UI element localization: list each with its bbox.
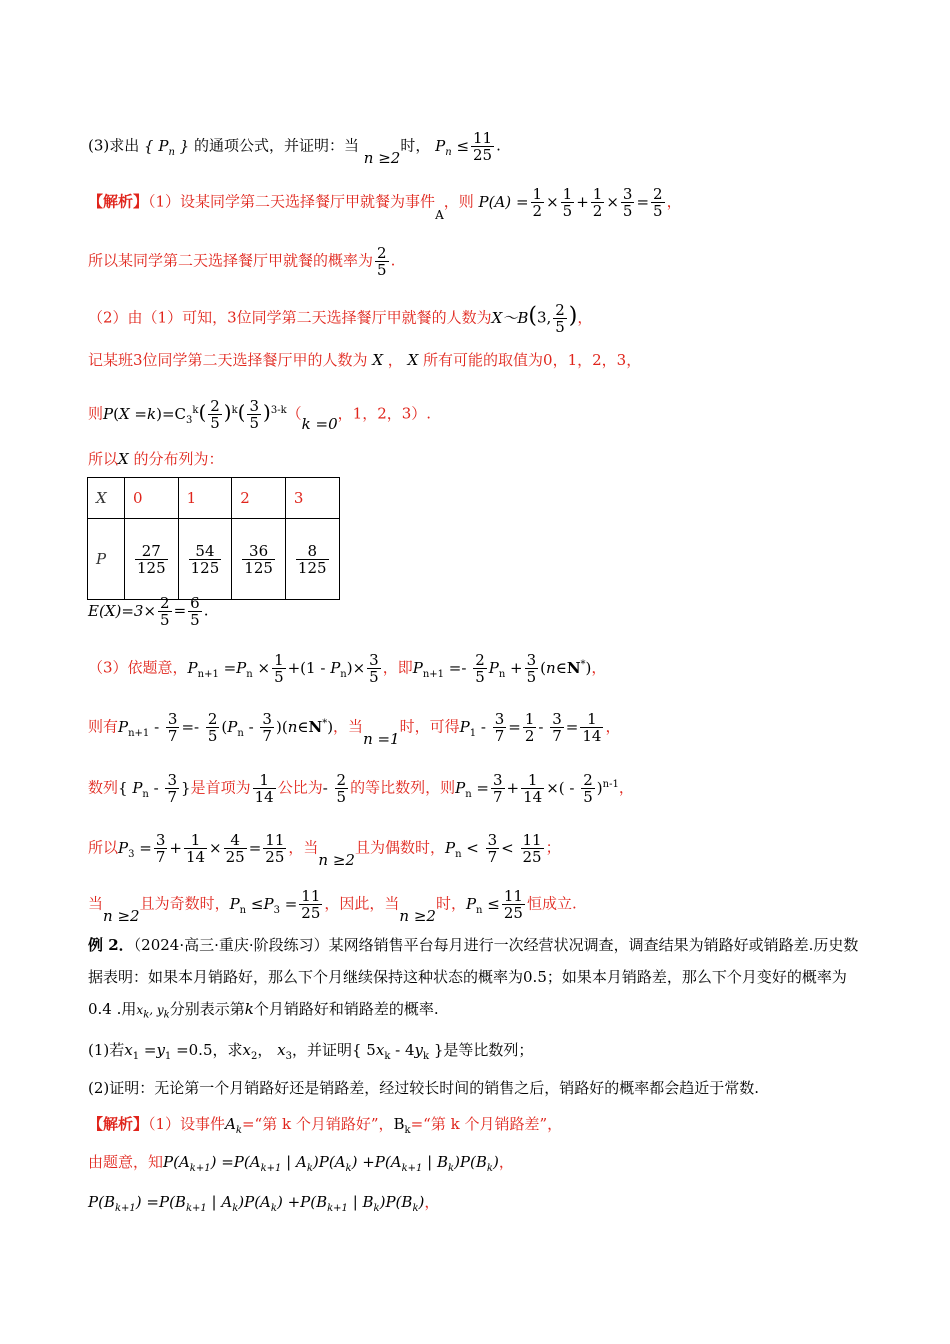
example-2-solution-line-1: 【解析】（1）设事件$A_k=“$第 k 个月销路好”，$B_k=“$第 k 个月销路差”，	[88, 1115, 563, 1136]
table-cell: $\frac{8}{125}$	[285, 519, 339, 600]
expectation: E(X)=3× $\frac{2}{5}$ = $\frac{6}{5}$ .	[88, 594, 209, 629]
table-header-p: P	[88, 519, 125, 600]
solution-2-line-1: （2）由（1）可知，3位同学第二天选择餐厅甲就餐的人数为X～B(3, $\frac{2}{5}$ )，	[88, 301, 593, 336]
example-2-solution-line-3: $P(B_{k+1}) =P(B_{k+1}$ | $A_k)P(A_k) +P(B_{k+1}$ | $B_k)P(B_k)$，	[88, 1193, 440, 1214]
solution-2-line-3: 则$P(X =k)=C_3^k$( $\frac{2}{5}$ )$^k$( $\frac{3}{5}$ )$^{3-k}$（k =0，1，2，3）.	[88, 397, 432, 433]
solution-3-line-5: 当n ≥2且为奇数时，$P_n \le P_3$ = $\frac{11}{25}$ ，因此，当n ≥2时，$P_n$ ≤ $\frac{11}{25}$ 恒成立.	[88, 887, 577, 925]
table-cell: $\frac{54}{125}$	[178, 519, 232, 600]
example-2-solution-line-2: 由题意，知$P(A_{k+1}) =P(A_{k+1}$ | $A_k)P(A_k) +P(A_{k+1}$ | $B_k)P(B_k)$，	[88, 1153, 514, 1174]
solution-2-line-2: 记某班3位同学第二天选择餐厅甲的人数为 X ， X 所有可能的取值为0，1，2，3，	[88, 351, 642, 369]
solution-3-line-4: 所以$P_3$ = $\frac{3}{7}$ + $\frac{1}{14}$ × $\frac{4}{25}$ = $\frac{11}{25}$ ，当n ≥2且为偶数时，$P_n$ < $\frac{3}{7}$ < $\frac{11}{25}$ ；	[88, 831, 561, 869]
solution-2-line-4: 所以X 的分布列为：	[88, 450, 224, 468]
example-2-paragraph: 例 2．（2024·高三·重庆·阶段练习）某网络销售平台每月进行一次经营状况调查，调查结果为销路好或销路差.历史数据表明：如果本月销路好，那么下个月继续保持这种状态的概率为0.5；如果本月销路差，那么下个月变好的概率为0.4 .用$x_k$, $y_k$分别表示第k个月销路好和销路差的概率.	[88, 936, 859, 1021]
distribution-table	[87, 477, 340, 600]
solution-1-line-2: 所以某同学第二天选择餐厅甲就餐的概率为 $\frac{2}{5}$ .	[88, 244, 396, 279]
solution-3-line-1: （3）依题意，$P_{n+1} =P_n$ × $\frac{1}{5}$ $+(1 - P_n)\times$ $\frac{3}{5}$ ，即$P_{n+1}$ =- $\frac{2}{5}$ $P_n$ + $\frac{3}{5}$ (n∈N*)，	[88, 651, 607, 686]
question-3: (3)求出 { $P_n$ } 的通项公式，并证明：当 n ≥2时， $P_n$ ≤ $\frac{11}{25}$ .	[88, 129, 501, 167]
table-cell: $\frac{27}{125}$	[125, 519, 179, 600]
example-2-question-2: (2)证明：无论第一个月销路好还是销路差，经过较长时间的销售之后，销路好的概率都会趋近于常数.	[88, 1079, 760, 1097]
table-header-x: X	[88, 478, 125, 519]
table-cell: $\frac{36}{125}$	[232, 519, 286, 600]
solution-3-line-3: 数列{ $P_n$ - $\frac{3}{7}$ }是首项为 $\frac{1}{14}$ 公比为- $\frac{2}{5}$ 的等比数列，则$P_n$ = $\frac{3}{7}$ + $\frac{1}{14}$ ×( - $\frac{2}{5}$ )$^{n-1}$，	[88, 771, 634, 806]
solution-1-line-1: 【解析】（1）设某同学第二天选择餐厅甲就餐为事件A，则 P(A) = $\frac{1}{2}$ × $\frac{1}{5}$ + $\frac{1}{2}$ × $\frac{3}{5}$ = $\frac{2}{5}$ ，	[88, 185, 682, 222]
solution-3-line-2: 则有$P_{n+1}$ - $\frac{3}{7}$ =- $\frac{2}{5}$ ($P_n$ - $\frac{3}{7}$ )(n∈N*)，当n =1时，可得$P_1$ - $\frac{3}{7}$ = $\frac{1}{2}$ - $\frac{3}{7}$ = $\frac{1}{14}$ ，	[88, 710, 621, 748]
example-2-question-1: (1)若$x_1 =y_1 =0.5$，求$x_2$， $x_3$，并证明{ $5x_k - 4y_k$ }是等比数列；	[88, 1041, 534, 1062]
table-cell: 1	[178, 478, 232, 519]
table-cell: 0	[125, 478, 179, 519]
table-cell: 3	[285, 478, 339, 519]
table-cell: 2	[232, 478, 286, 519]
